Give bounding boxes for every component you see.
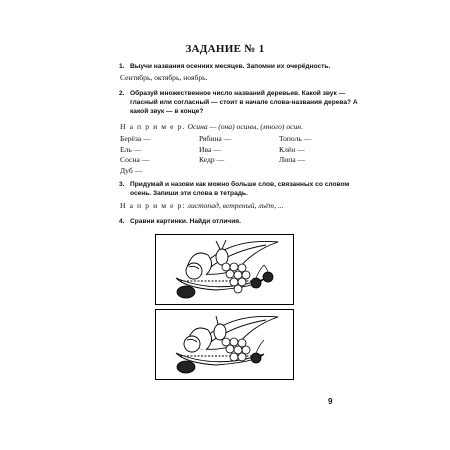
page-number: 9 [328, 397, 333, 406]
example-text: листопад, ветреный, льёт, ... [187, 201, 284, 210]
tree-word: Тополь — [279, 134, 312, 143]
tree-word: Ива — [199, 144, 221, 154]
trees-table [120, 134, 340, 178]
tree-word: Берёза — [120, 134, 151, 143]
fruit-picture-2 [155, 309, 294, 380]
tree-word: Ель — [120, 144, 142, 154]
task-4 [119, 217, 359, 227]
tree-word: Рябина — [199, 134, 232, 143]
fruit-picture-1 [155, 234, 294, 305]
page-title: ЗАДАНИЕ № 1 [185, 43, 265, 55]
task-2 [119, 89, 359, 119]
months-line: Сентябрь, октябрь, ноябрь. [120, 73, 208, 82]
task-number: 1. [119, 63, 125, 70]
example-label: Н а п р и м е р. [120, 122, 186, 131]
task-text: Придумай и назови как можно больше слов, связанных со словом осень. Запиши эти слова в тетрадь. [130, 181, 350, 197]
task-number: 3. [119, 181, 125, 188]
tree-word: Дуб — [120, 165, 143, 175]
tree-word: Клён — [279, 144, 305, 154]
example-1 [120, 122, 303, 132]
fruit-bowl-illustration [156, 235, 293, 304]
task-text: Образуй множественное число названий деревьев. Какой звук — гласный или согласный — стоит в начале слова-названия дерева? А какой звук — в конце? [130, 90, 358, 115]
task-number: 2. [119, 90, 125, 97]
tree-word: Липа — [279, 155, 306, 164]
task-text: Сравни картинки. Найди отличия. [130, 218, 241, 225]
task-text: Выучи названия осенних месяцев. Запомни их очерёдность. [130, 63, 331, 70]
tree-word: Сосна — [120, 155, 150, 164]
task-number: 4. [119, 218, 125, 225]
example-label: Н а п р и м е р: [120, 201, 186, 210]
tree-word: Кедр — [199, 155, 225, 164]
example-text: Осина — (она) осины, (много) осин. [187, 122, 303, 131]
task-3 [119, 180, 359, 200]
trees-column [120, 134, 151, 176]
trees-column [199, 134, 231, 166]
fruit-bowl-illustration [156, 310, 293, 379]
trees-column [279, 134, 311, 166]
task-1 [119, 62, 369, 72]
example-2 [120, 201, 284, 211]
